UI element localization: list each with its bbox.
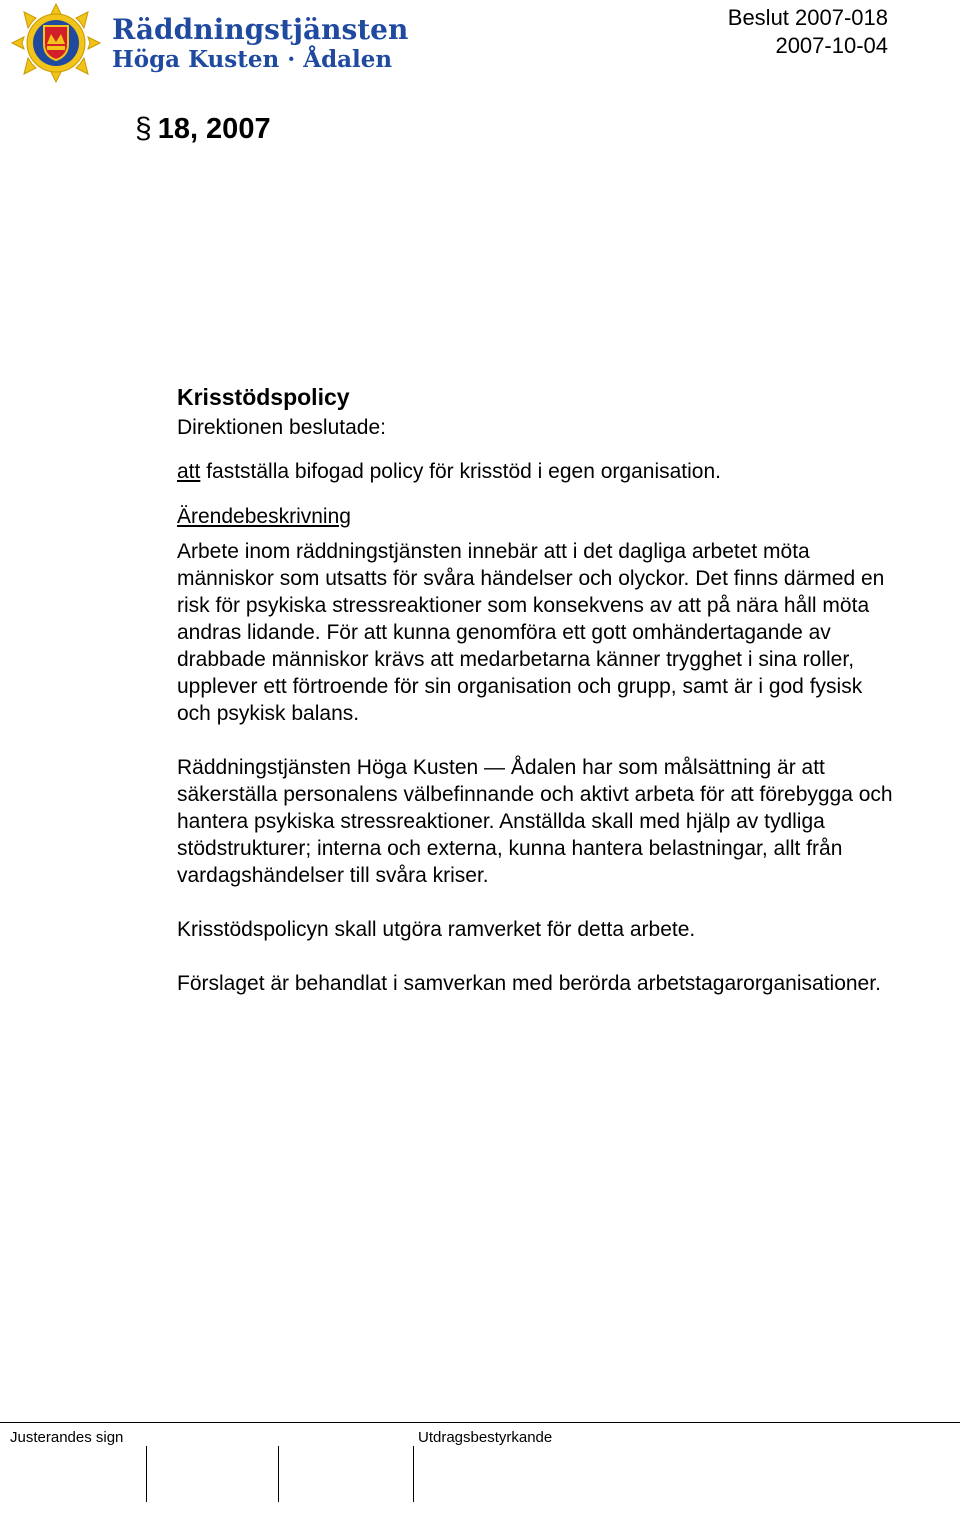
decision-date: 2007-10-04: [775, 33, 888, 58]
paragraph-heading: [135, 112, 271, 146]
signature-box-divider: [146, 1446, 147, 1502]
decision-text: [177, 458, 897, 485]
description-paragraph-2: Räddningstjänsten Höga Kusten — Ådalen har som målsättning är att säkerställa personalens välbefinnande och aktivt arbeta för att förebygga och hantera psykiska stressreaktioner. Anställda skall med hjälp av tydliga stödstrukturer; interna och externa, kunna hantera belastningar, allt från vardagshändelser till svåra kriser.: [177, 756, 893, 887]
document-meta: [728, 4, 888, 60]
section-heading: Ärendebeskrivning: [177, 505, 351, 528]
description-paragraph-4: Förslaget är behandlat i samverkan med berörda arbetstagarorganisationer.: [177, 972, 881, 995]
decision-rest: fastställa bifogad policy för krisstöd i egen organisation.: [200, 460, 721, 483]
decision-number: Beslut 2007-018: [727, 5, 888, 30]
signature-box-divider: [413, 1446, 414, 1502]
certification-label: Utdragsbestyrkande: [418, 1429, 553, 1446]
description-paragraph-3: Krisstödspolicyn skall utgöra ramverket för detta arbete.: [177, 918, 696, 941]
organization-name-line1: Räddningstjänsten: [112, 13, 409, 46]
decided-intro: Direktionen beslutade:: [177, 416, 386, 439]
paragraph-number: 18, 2007: [157, 113, 271, 145]
description-paragraph-1: Arbete inom räddningstjänsten innebär att i det dagliga arbetet möta människor som utsatts för svåra händelser och olyckor. Det finns därmed en risk för psykiska stressreaktioner som konsekvens av att på nära håll möta andras lidande. För att kunna genomföra ett gott omhändertagande av drabbade människor krävs att medarbetarna känner trygghet i sina roller, upplever ett förtroende för sin organisation och grupp, samt är i god fysisk och psykisk balans.: [177, 540, 885, 725]
coat-of-arms-emblem-icon: [6, 2, 106, 84]
sign-label: Justerandes sign: [10, 1429, 124, 1446]
footer-divider: [0, 1422, 960, 1423]
decision-att: att: [177, 460, 201, 483]
section-sign: §: [135, 112, 152, 145]
organization-name-line2: Höga Kusten · Ådalen: [112, 46, 393, 73]
document-title: Krisstödspolicy: [177, 384, 350, 410]
document-body: [177, 380, 897, 997]
signature-box-divider: [278, 1446, 279, 1502]
